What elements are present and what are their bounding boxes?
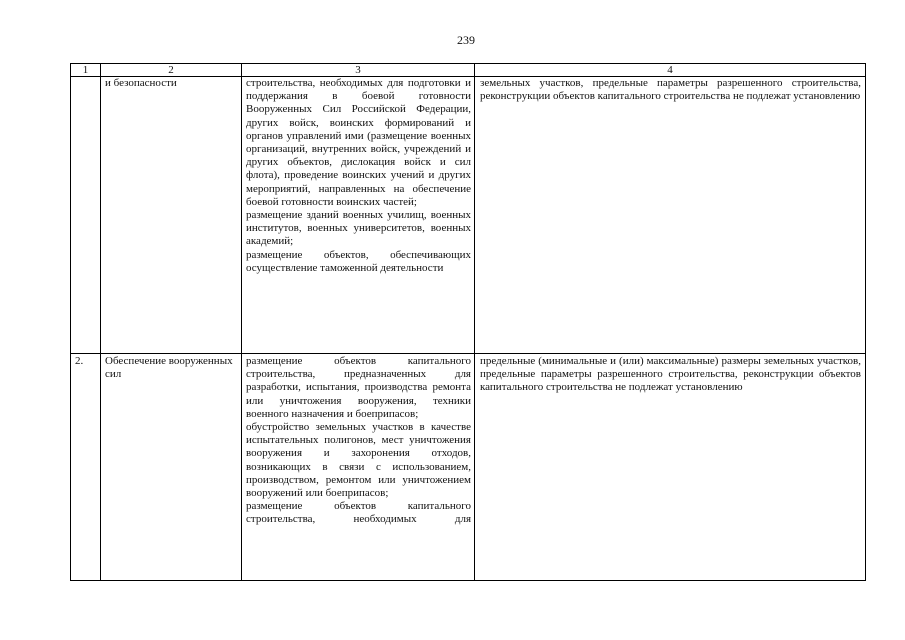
column-number-1: 1 — [71, 64, 101, 77]
column-number-2: 2 — [101, 64, 242, 77]
parameters-cell: предельные (минимальные и (или) максимальные) размеры земельных участков, предельные параметры разрешенного строительства, реконструкции объектов капитального строительства не подлежат установлению — [475, 354, 866, 581]
description-paragraph: размещение зданий военных училищ, военных институтов, военных университетов, военных академий; — [246, 209, 471, 248]
row-number-cell: 2. — [71, 354, 101, 581]
description-paragraph: обустройство земельных участков в качестве испытательных полигонов, мест уничтожения вооружения и захоронения отходов, возникающих в связи с использованием, производством, ремонтом или уничтожением вооружений или боеприпасов; — [246, 421, 471, 500]
table-row — [71, 354, 866, 581]
land-use-table — [70, 63, 866, 581]
column-number-3: 3 — [242, 64, 475, 77]
description-paragraph: размещение объектов капитального строительства, необходимых для — [246, 500, 471, 526]
permitted-use-description-cell — [242, 354, 475, 581]
parameters-cell: земельных участков, предельные параметры разрешенного строительства, реконструкции объектов капитального строительства не подлежат установлению — [475, 77, 866, 354]
description-paragraph: размещение объектов, обеспечивающих осуществление таможенной деятельности — [246, 248, 471, 274]
permitted-use-description-cell — [242, 77, 475, 354]
table-header-row — [71, 64, 866, 77]
land-use-type-cell: и безопасности — [101, 77, 242, 354]
description-paragraph: размещение объектов капитального строительства, предназначенных для разработки, испытания, производства ремонта или уничтожения вооружения, техники военного назначения и боеприпасов; — [246, 355, 471, 420]
page-number: 239 — [457, 33, 475, 47]
description-paragraph: строительства, необходимых для подготовки и поддержания в боевой готовности Вооруженных Сил Российской Федерации, других войск, воинских формирований и органов управлений ими (размещение военных организаций, внутренних войск, учреждений и других объектов, дислокация войск и сил флота), проведение воинских учений и других мероприятий, направленных на обеспечение боевой готовности воинских частей; — [246, 77, 471, 208]
row-number-cell — [71, 77, 101, 354]
table-row — [71, 77, 866, 354]
column-number-4: 4 — [475, 64, 866, 77]
land-use-type-cell: Обеспечение вооруженных сил — [101, 354, 242, 581]
